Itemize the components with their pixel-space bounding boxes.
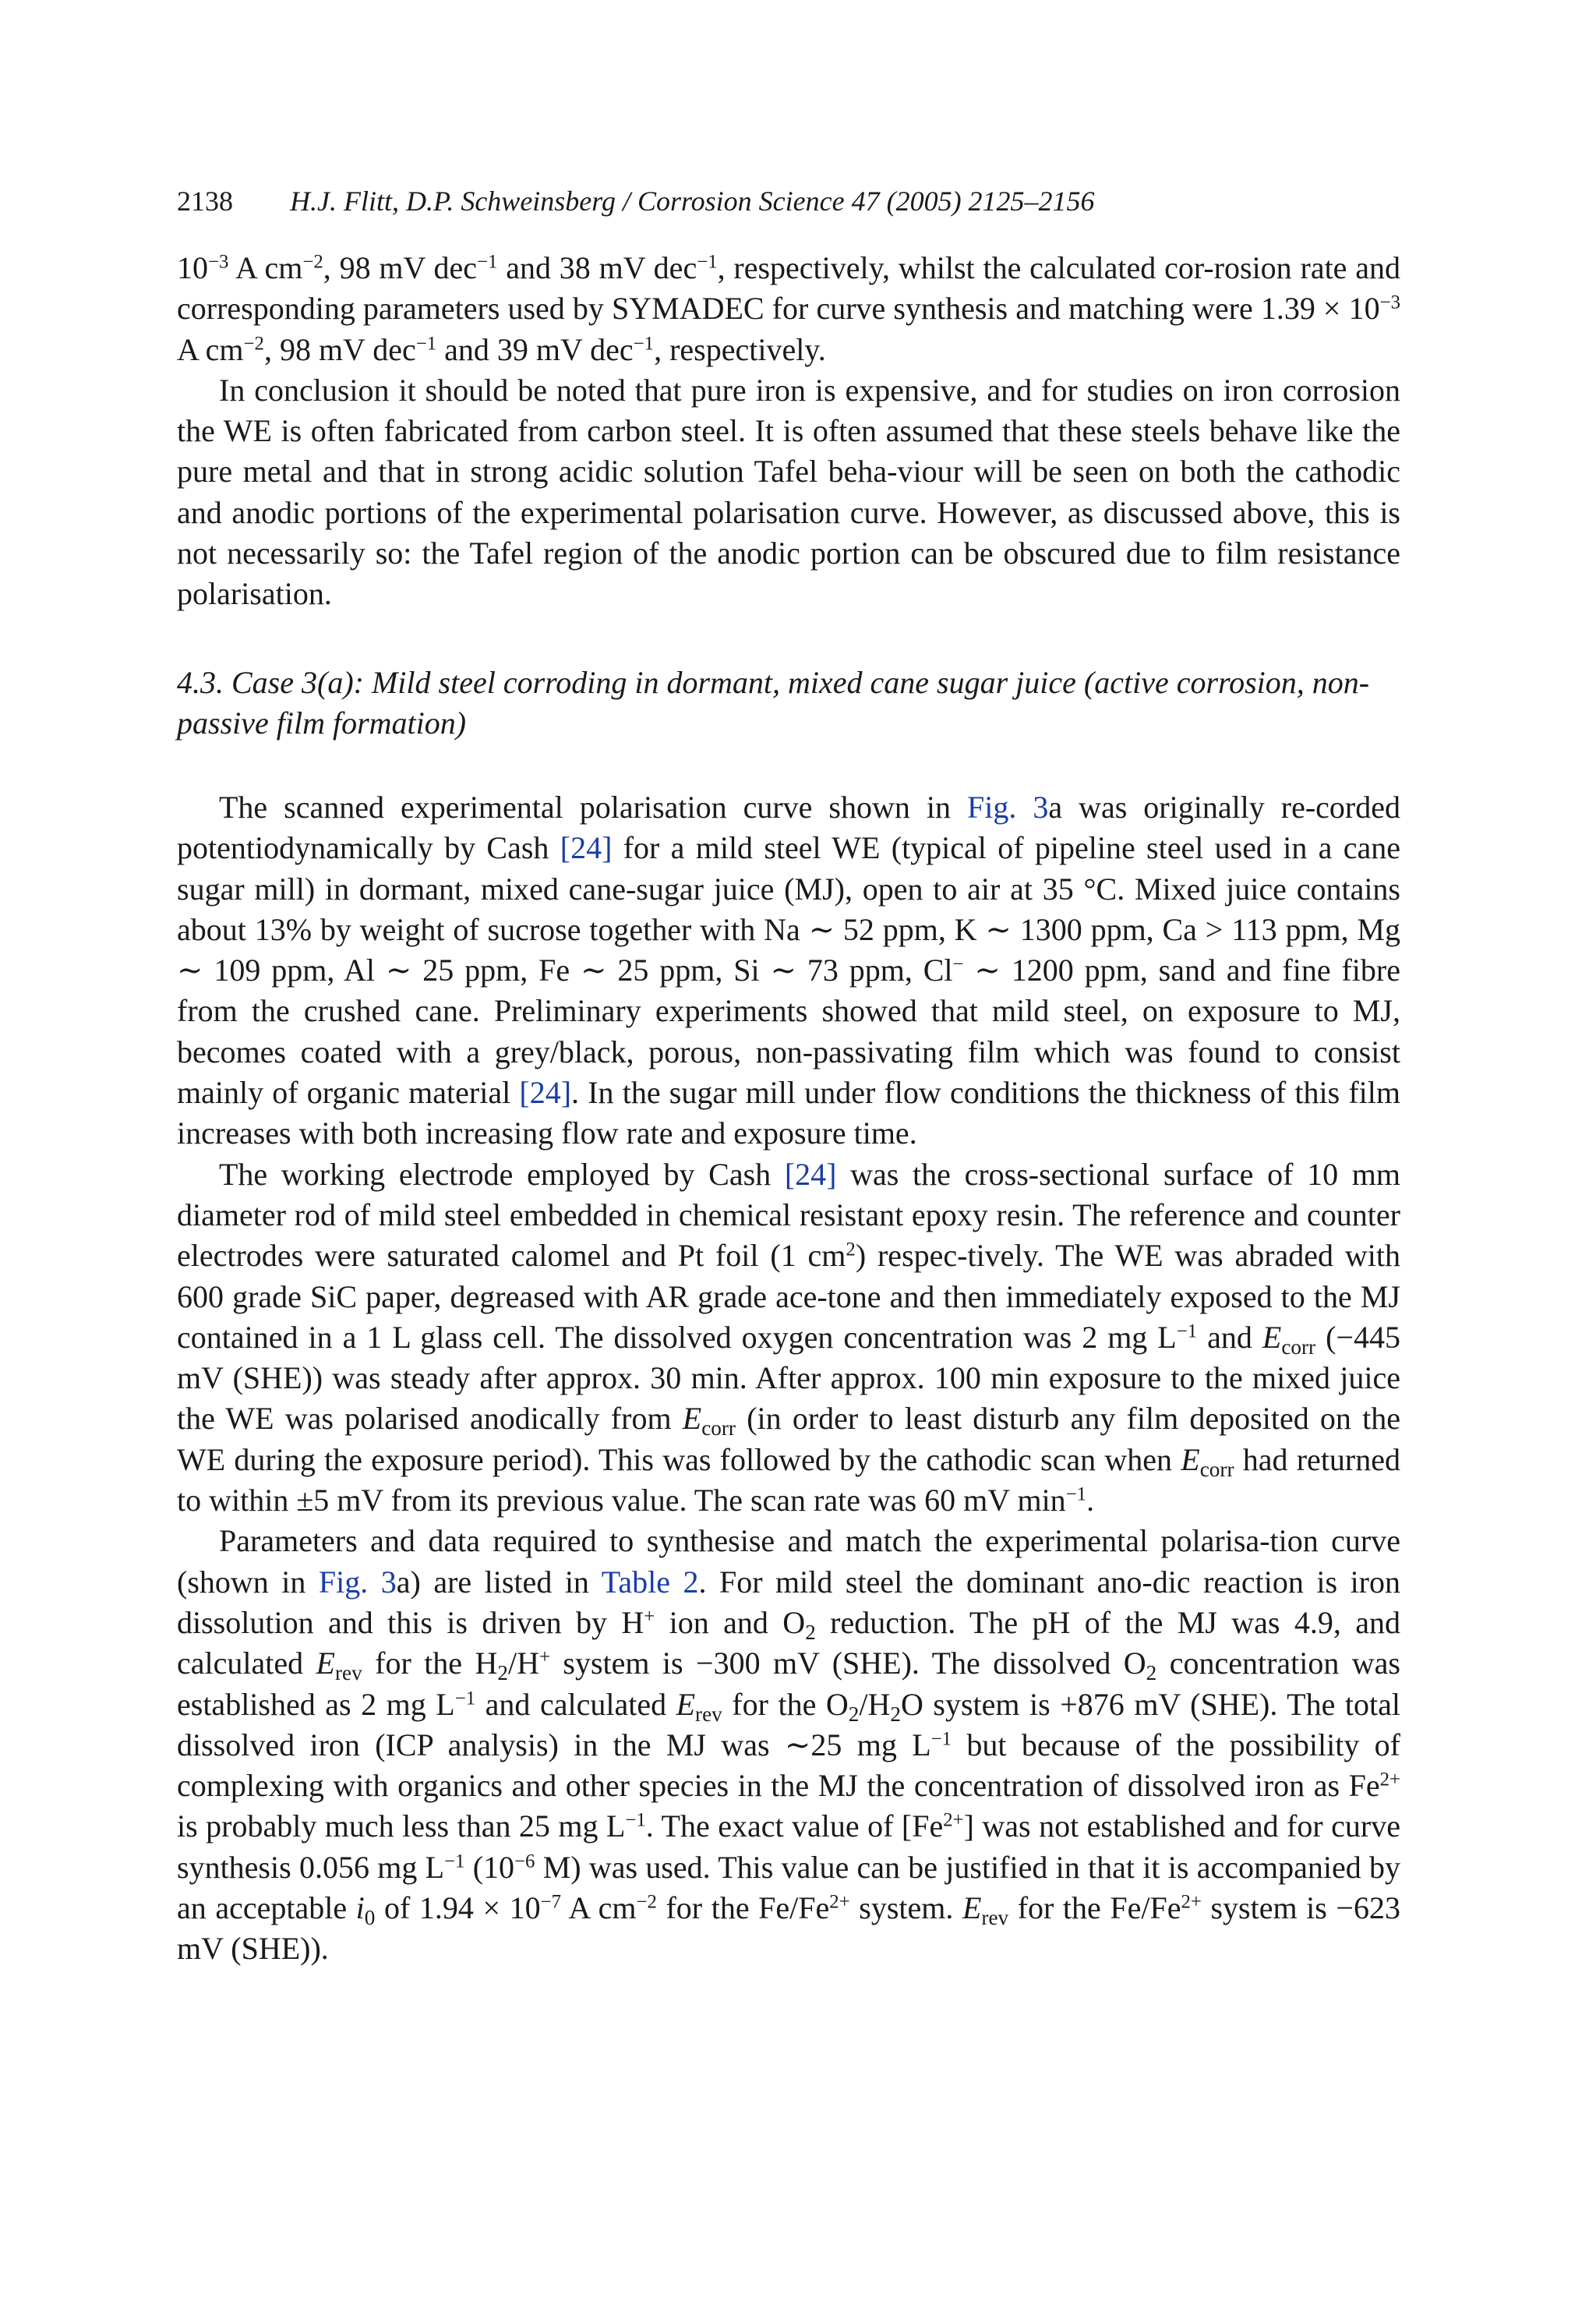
variable: E xyxy=(676,1686,696,1722)
paragraph-scanned-curve xyxy=(177,787,1400,1154)
variable: E xyxy=(682,1401,702,1437)
text-run: 10 xyxy=(177,250,208,285)
subscript: 2 xyxy=(890,1702,901,1726)
subscript: 2 xyxy=(1146,1661,1157,1685)
variable: E xyxy=(1181,1441,1200,1477)
text-run: (10 xyxy=(464,1849,515,1885)
text-run: for the Fe/Fe xyxy=(1008,1890,1181,1926)
text-run: ion and O xyxy=(655,1604,806,1640)
paragraph-conclusion: In conclusion it should be noted that pure iron is expensive, and for studies on iron corrosion the WE is often fabricated from carbon steel. It is often assumed that these steels behave like the pure metal and that in strong acidic solution Tafel beha-viour will be seen on both the cathodic and anodic portions of the experimental polarisation curve. However, as discussed above, this is not necessarily so: the Tafel region of the anodic portion can be obscured due to film resistance polarisation. xyxy=(177,372,1400,612)
text-run: had returned to within ±5 mV from its previous value. The scan rate was 60 mV min xyxy=(177,1441,1400,1518)
subscript: rev xyxy=(981,1906,1009,1930)
superscript: −1 xyxy=(625,1809,646,1831)
subscript: 0 xyxy=(364,1906,376,1930)
running-head: H.J. Flitt, D.P. Schweinsberg / Corrosion Science 47 (2005) 2125–2156 xyxy=(290,186,1095,217)
text-run: ) respec-tively. The WE was abraded with 600 grade SiC paper, degreased with AR grade ace-tone and then immediately exposed to the MJ contained in a 1 L glass cell. The dissolved oxygen concentration was 2 mg L xyxy=(177,1238,1401,1355)
superscript: −3 xyxy=(208,251,229,273)
subscript: corr xyxy=(1281,1335,1316,1359)
text-run: , respectively. xyxy=(654,331,826,367)
superscript: −1 xyxy=(930,1728,952,1750)
superscript: −2 xyxy=(243,332,264,354)
text-run: ∼ 1200 ppm, sand and fine fibre from the crushed cane. Preliminary experiments showed that mild steel, on exposure to MJ, becomes coated with a grey/black, porous, non-passivating film which was found to consist mainly of organic material xyxy=(177,953,1400,1111)
text-run: concentration was established as 2 mg L xyxy=(177,1646,1400,1722)
body-text-top xyxy=(177,248,1400,615)
superscript: −3 xyxy=(1379,292,1400,313)
superscript: −2 xyxy=(302,251,323,273)
paragraph-continuation xyxy=(177,248,1400,370)
superscript: 2+ xyxy=(943,1809,964,1831)
paragraph-parameters xyxy=(177,1521,1400,1969)
text-run: M) was used. This value can be justified in that it is accompanied by an acceptable xyxy=(177,1849,1400,1926)
text-run: /H xyxy=(507,1646,539,1681)
text-run: (−445 mV (SHE)) was steady after approx. 30 min. After approx. 100 min exposure to the mixed juice the WE was polarised anodically from xyxy=(177,1319,1400,1437)
subscript: rev xyxy=(334,1661,362,1685)
text-run: reduction. The pH of the MJ was 4.9, and calculated xyxy=(177,1604,1401,1681)
variable: E xyxy=(1262,1319,1282,1355)
text-run: system is −623 mV (SHE)). xyxy=(177,1890,1400,1967)
text-run: for a mild steel WE (typical of pipeline steel used in a cane sugar mill) in dormant, mixed cane-sugar juice (MJ), open to air at 35 °C. Mixed juice contains about 13% by weight of sucrose together with Na ∼ 52 ppm, K ∼ 1300 ppm, Ca > 113 ppm, Mg ∼ 109 ppm, Al ∼ 25 ppm, Fe ∼ 25 ppm, Si ∼ 73 ppm, Cl xyxy=(177,830,1401,988)
page-number: 2138 xyxy=(177,186,233,217)
text-run: Parameters and data required to synthesise and match the experimental polarisa-tion curve (shown in xyxy=(177,1523,1400,1600)
text-run: (in order to least disturb any film deposited on the WE during the exposure period). This was followed by the cathodic scan when xyxy=(177,1401,1401,1477)
superscript: −2 xyxy=(636,1891,657,1913)
reference-link[interactable]: [24] xyxy=(560,830,613,866)
superscript: + xyxy=(644,1606,655,1628)
text-run: O system is +876 mV (SHE). The total dissolved iron (ICP analysis) in the MJ was ∼25 mg L xyxy=(177,1686,1400,1762)
text-run: and calculated xyxy=(475,1686,676,1722)
text-run: and xyxy=(1197,1319,1262,1355)
text-run: , 98 mV dec xyxy=(263,331,416,367)
variable: i xyxy=(355,1890,365,1926)
text-run: is probably much less than 25 mg L xyxy=(177,1808,626,1844)
variable: E xyxy=(316,1646,335,1681)
text-run: a was originally re-corded potentiodynamically by Cash xyxy=(177,790,1401,866)
superscript: −1 xyxy=(633,332,655,354)
subscript: 2 xyxy=(848,1702,860,1726)
superscript: −1 xyxy=(477,251,498,273)
superscript: 2 xyxy=(846,1239,856,1260)
superscript: −1 xyxy=(697,251,718,273)
text-run: system is −300 mV (SHE). The dissolved O xyxy=(549,1646,1146,1681)
superscript: −1 xyxy=(454,1687,476,1709)
text-run: /H xyxy=(859,1686,891,1722)
superscript: −1 xyxy=(1065,1483,1087,1505)
reference-link[interactable]: [24] xyxy=(784,1156,837,1192)
text-run: for the H xyxy=(362,1646,498,1681)
superscript: −1 xyxy=(444,1851,465,1872)
subscript: corr xyxy=(701,1416,736,1441)
text-run: . The exact value of [Fe xyxy=(645,1808,944,1844)
text-run: . xyxy=(1086,1483,1095,1518)
section-heading: 4.3. Case 3(a): Mild steel corroding in dormant, mixed cane sugar juice (active corrosion, non-passive film formation) xyxy=(177,665,1370,741)
superscript: + xyxy=(538,1646,550,1668)
text-run: system. xyxy=(849,1890,962,1926)
subscript: corr xyxy=(1199,1457,1234,1481)
paragraph-working-electrode xyxy=(177,1154,1400,1522)
text-run: A cm xyxy=(561,1890,637,1926)
subscript: 2 xyxy=(497,1661,508,1685)
text-run: The scanned experimental polarisation curve shown in xyxy=(219,790,967,825)
figure-link[interactable]: Fig. 3 xyxy=(318,1564,397,1600)
subscript: rev xyxy=(695,1702,722,1726)
figure-link[interactable]: Fig. 3 xyxy=(966,790,1049,825)
variable: E xyxy=(962,1890,982,1926)
text-run: , respectively, whilst the calculated cor-rosion rate and corresponding parameters used by SYMADEC for curve synthesis and matching were 1.39 × 10 xyxy=(177,250,1401,327)
superscript: −1 xyxy=(1176,1320,1198,1342)
superscript: − xyxy=(952,953,964,975)
text-run: . For mild steel the dominant ano-dic reaction is iron dissolution and this is driven by H xyxy=(177,1564,1400,1640)
superscript: 2+ xyxy=(829,1891,850,1913)
text-run: ] was not established and for curve synthesis 0.056 mg L xyxy=(177,1808,1400,1885)
body-text-main xyxy=(177,787,1400,1970)
superscript: 2+ xyxy=(1181,1891,1202,1913)
text-run: for the Fe/Fe xyxy=(656,1890,830,1926)
superscript: −7 xyxy=(540,1891,561,1913)
text-run: , 98 mV dec xyxy=(323,250,477,285)
text-run: but because of the possibility of complexing with organics and other species in the MJ the concentration of dissolved iron as Fe xyxy=(177,1727,1400,1804)
text-run: and 39 mV dec xyxy=(436,331,634,367)
reference-link[interactable]: [24] xyxy=(519,1075,572,1111)
text-run: for the O xyxy=(722,1686,849,1722)
text-run: and 38 mV dec xyxy=(497,250,697,285)
subscript: 2 xyxy=(805,1621,816,1645)
text-run: A cm xyxy=(228,250,303,285)
table-link[interactable]: Table 2 xyxy=(601,1564,699,1600)
superscript: −1 xyxy=(415,332,437,354)
page-header xyxy=(177,184,1095,218)
superscript: −6 xyxy=(514,1851,535,1872)
text-run: . In the sugar mill under flow conditions the thickness of this film increases with both increasing flow rate and exposure time. xyxy=(177,1075,1401,1151)
text-run: of 1.94 × 10 xyxy=(375,1890,541,1926)
text-run: a) are listed in xyxy=(396,1564,602,1600)
text-run: was the cross-sectional surface of 10 mm diameter rod of mild steel embedded in chemical resistant epoxy resin. The reference and counter electrodes were saturated calomel and Pt foil (1 cm xyxy=(177,1156,1400,1274)
superscript: 2+ xyxy=(1379,1769,1400,1791)
text-run: A cm xyxy=(177,331,244,367)
text-run: The working electrode employed by Cash xyxy=(219,1156,785,1192)
